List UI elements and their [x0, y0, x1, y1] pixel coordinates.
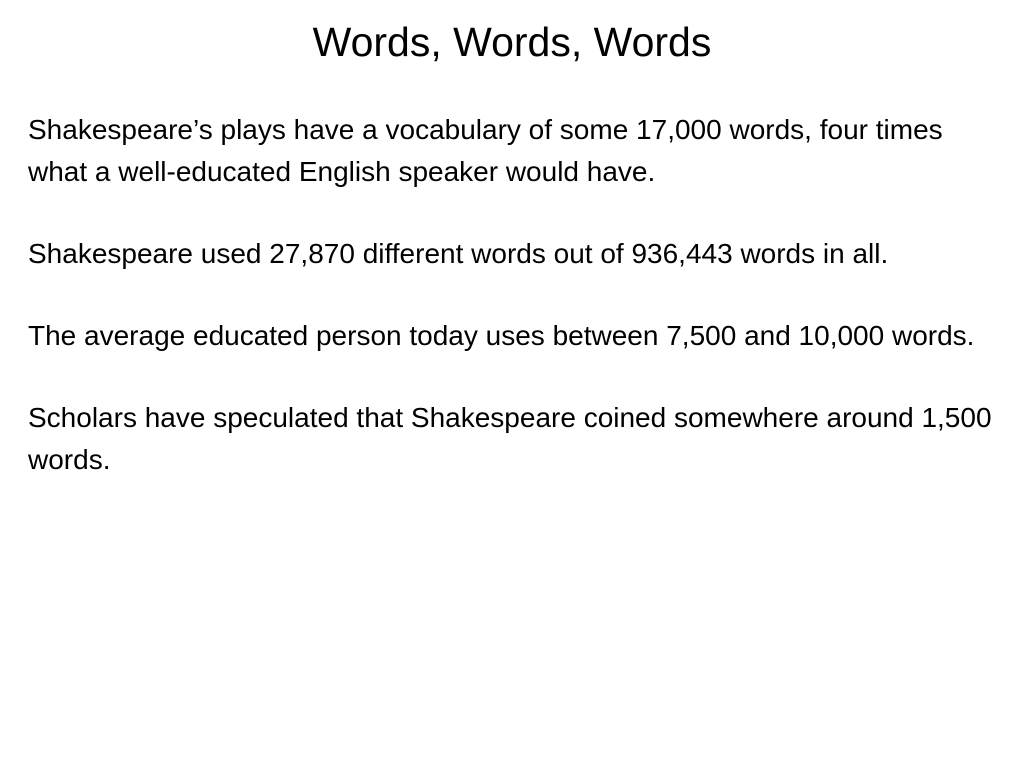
slide-title: Words, Words, Words: [312, 19, 712, 65]
paragraph-word-count: Shakespeare used 27,870 different words out of 936,443 words in all.: [28, 238, 889, 269]
slide-body: [28, 109, 1003, 521]
paragraph-average-person: The average educated person today uses between 7,500 and 10,000 words.: [28, 320, 975, 351]
paragraph-coined-words: Scholars have speculated that Shakespeare coined somewhere around 1,500 words.: [28, 402, 992, 475]
paragraph-vocabulary: Shakespeare’s plays have a vocabulary of some 17,000 words, four times what a well-educated English speaker would have.: [28, 114, 943, 187]
